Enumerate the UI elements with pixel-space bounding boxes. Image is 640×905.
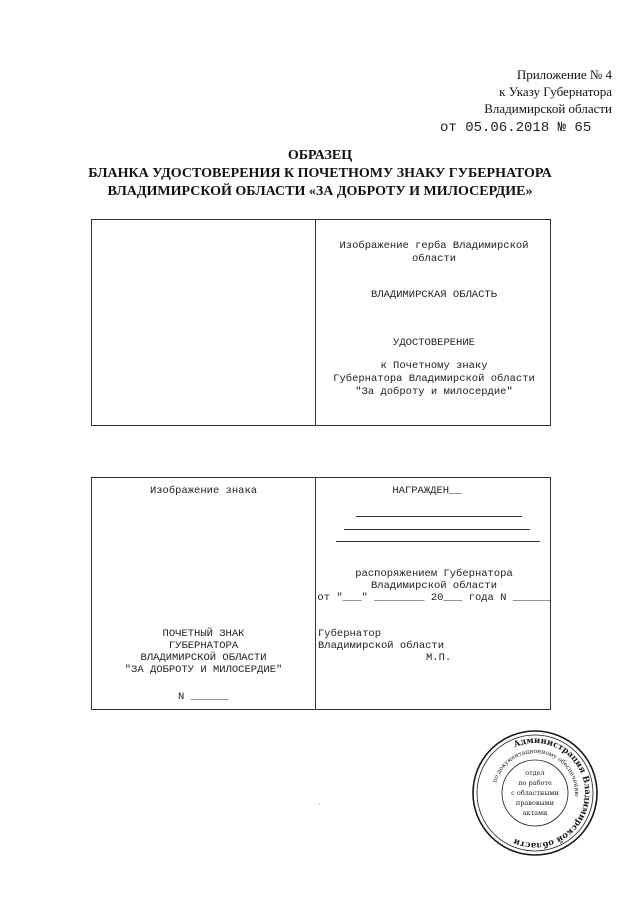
awardee-line-1 xyxy=(356,516,522,517)
awarded-label: НАГРАЖДЕН__ xyxy=(392,485,462,497)
awardee-line-3 xyxy=(336,541,540,542)
stamp-ring-text-2: по документационному обеспечению xyxy=(491,747,581,797)
heading-title-1: БЛАНКА УДОСТОВЕРЕНИЯ К ПОЧЕТНОМУ ЗНАКУ ГУБЕРНАТОРА xyxy=(88,166,552,181)
certificate-title: УДОСТОВЕРЕНИЕ xyxy=(393,337,475,349)
order-line-3: от "___" ________ 20___ года N ______ xyxy=(317,592,551,604)
stamp-inner-1: отдел xyxy=(525,769,545,777)
cover-divider xyxy=(315,220,316,425)
stamp-inner-2: по работе xyxy=(518,779,552,787)
badge-title-2: ГУБЕРНАТОРА xyxy=(168,640,239,652)
scan-speck: · xyxy=(318,800,321,809)
appendix-region: Владимирской области xyxy=(484,101,612,116)
coat-of-arms-placeholder-2: области xyxy=(411,253,457,265)
order-line-1: распоряжением Губернатора xyxy=(355,568,513,580)
appendix-header xyxy=(352,66,612,117)
award-line-3: "За доброту и милосердие" xyxy=(355,386,513,398)
badge-title-4: "ЗА ДОБРОТУ И МИЛОСЕРДИЕ" xyxy=(124,664,283,676)
badge-image-placeholder: Изображение знака xyxy=(149,485,258,497)
stamp-inner-3: с областными xyxy=(511,789,559,797)
order-block xyxy=(316,568,552,604)
heading-title-2: ВЛАДИМИРСКОЙ ОБЛАСТИ «ЗА ДОБРОТУ И МИЛОСЕРДИЕ» xyxy=(107,184,533,199)
badge-title-3: ВЛАДИМИРСКОЙ ОБЛАСТИ xyxy=(140,652,267,664)
stamp-ring-text: Администрация Владимирской области xyxy=(512,735,593,851)
order-line-2: Владимирской области xyxy=(370,580,498,592)
badge-title-1: ПОЧЕТНЫЙ ЗНАК xyxy=(162,628,245,640)
governor-block xyxy=(318,628,548,664)
governor-region: Владимирской области xyxy=(318,640,445,652)
appendix-decree: к Указу Губернатора xyxy=(499,84,612,99)
badge-title-block xyxy=(92,628,315,676)
governor-label: Губернатор xyxy=(318,628,382,640)
official-stamp xyxy=(470,728,600,858)
stamp-inner-4: правовыми xyxy=(515,799,555,807)
heading-sample: ОБРАЗЕЦ xyxy=(287,148,353,163)
badge-number-field: N ______ xyxy=(178,691,229,703)
certificate-inner-panel xyxy=(91,477,551,710)
stamp-inner-5: актами xyxy=(522,809,548,817)
certificate-cover-panel xyxy=(91,219,551,426)
region-title: ВЛАДИМИРСКАЯ ОБЛАСТЬ xyxy=(370,289,498,301)
document-heading xyxy=(0,147,640,201)
award-line-1: к Почетному знаку xyxy=(380,360,488,372)
seal-place: М.П. xyxy=(426,652,452,664)
coat-of-arms-placeholder: Изображение герба Владимирской xyxy=(339,240,529,252)
appendix-number: Приложение № 4 xyxy=(516,67,612,82)
award-line-2: Губернатора Владимирской области xyxy=(333,373,535,385)
cover-right-content xyxy=(318,240,550,399)
awardee-line-2 xyxy=(344,529,530,530)
decree-date: от 05.06.2018 № 65 xyxy=(440,120,592,136)
